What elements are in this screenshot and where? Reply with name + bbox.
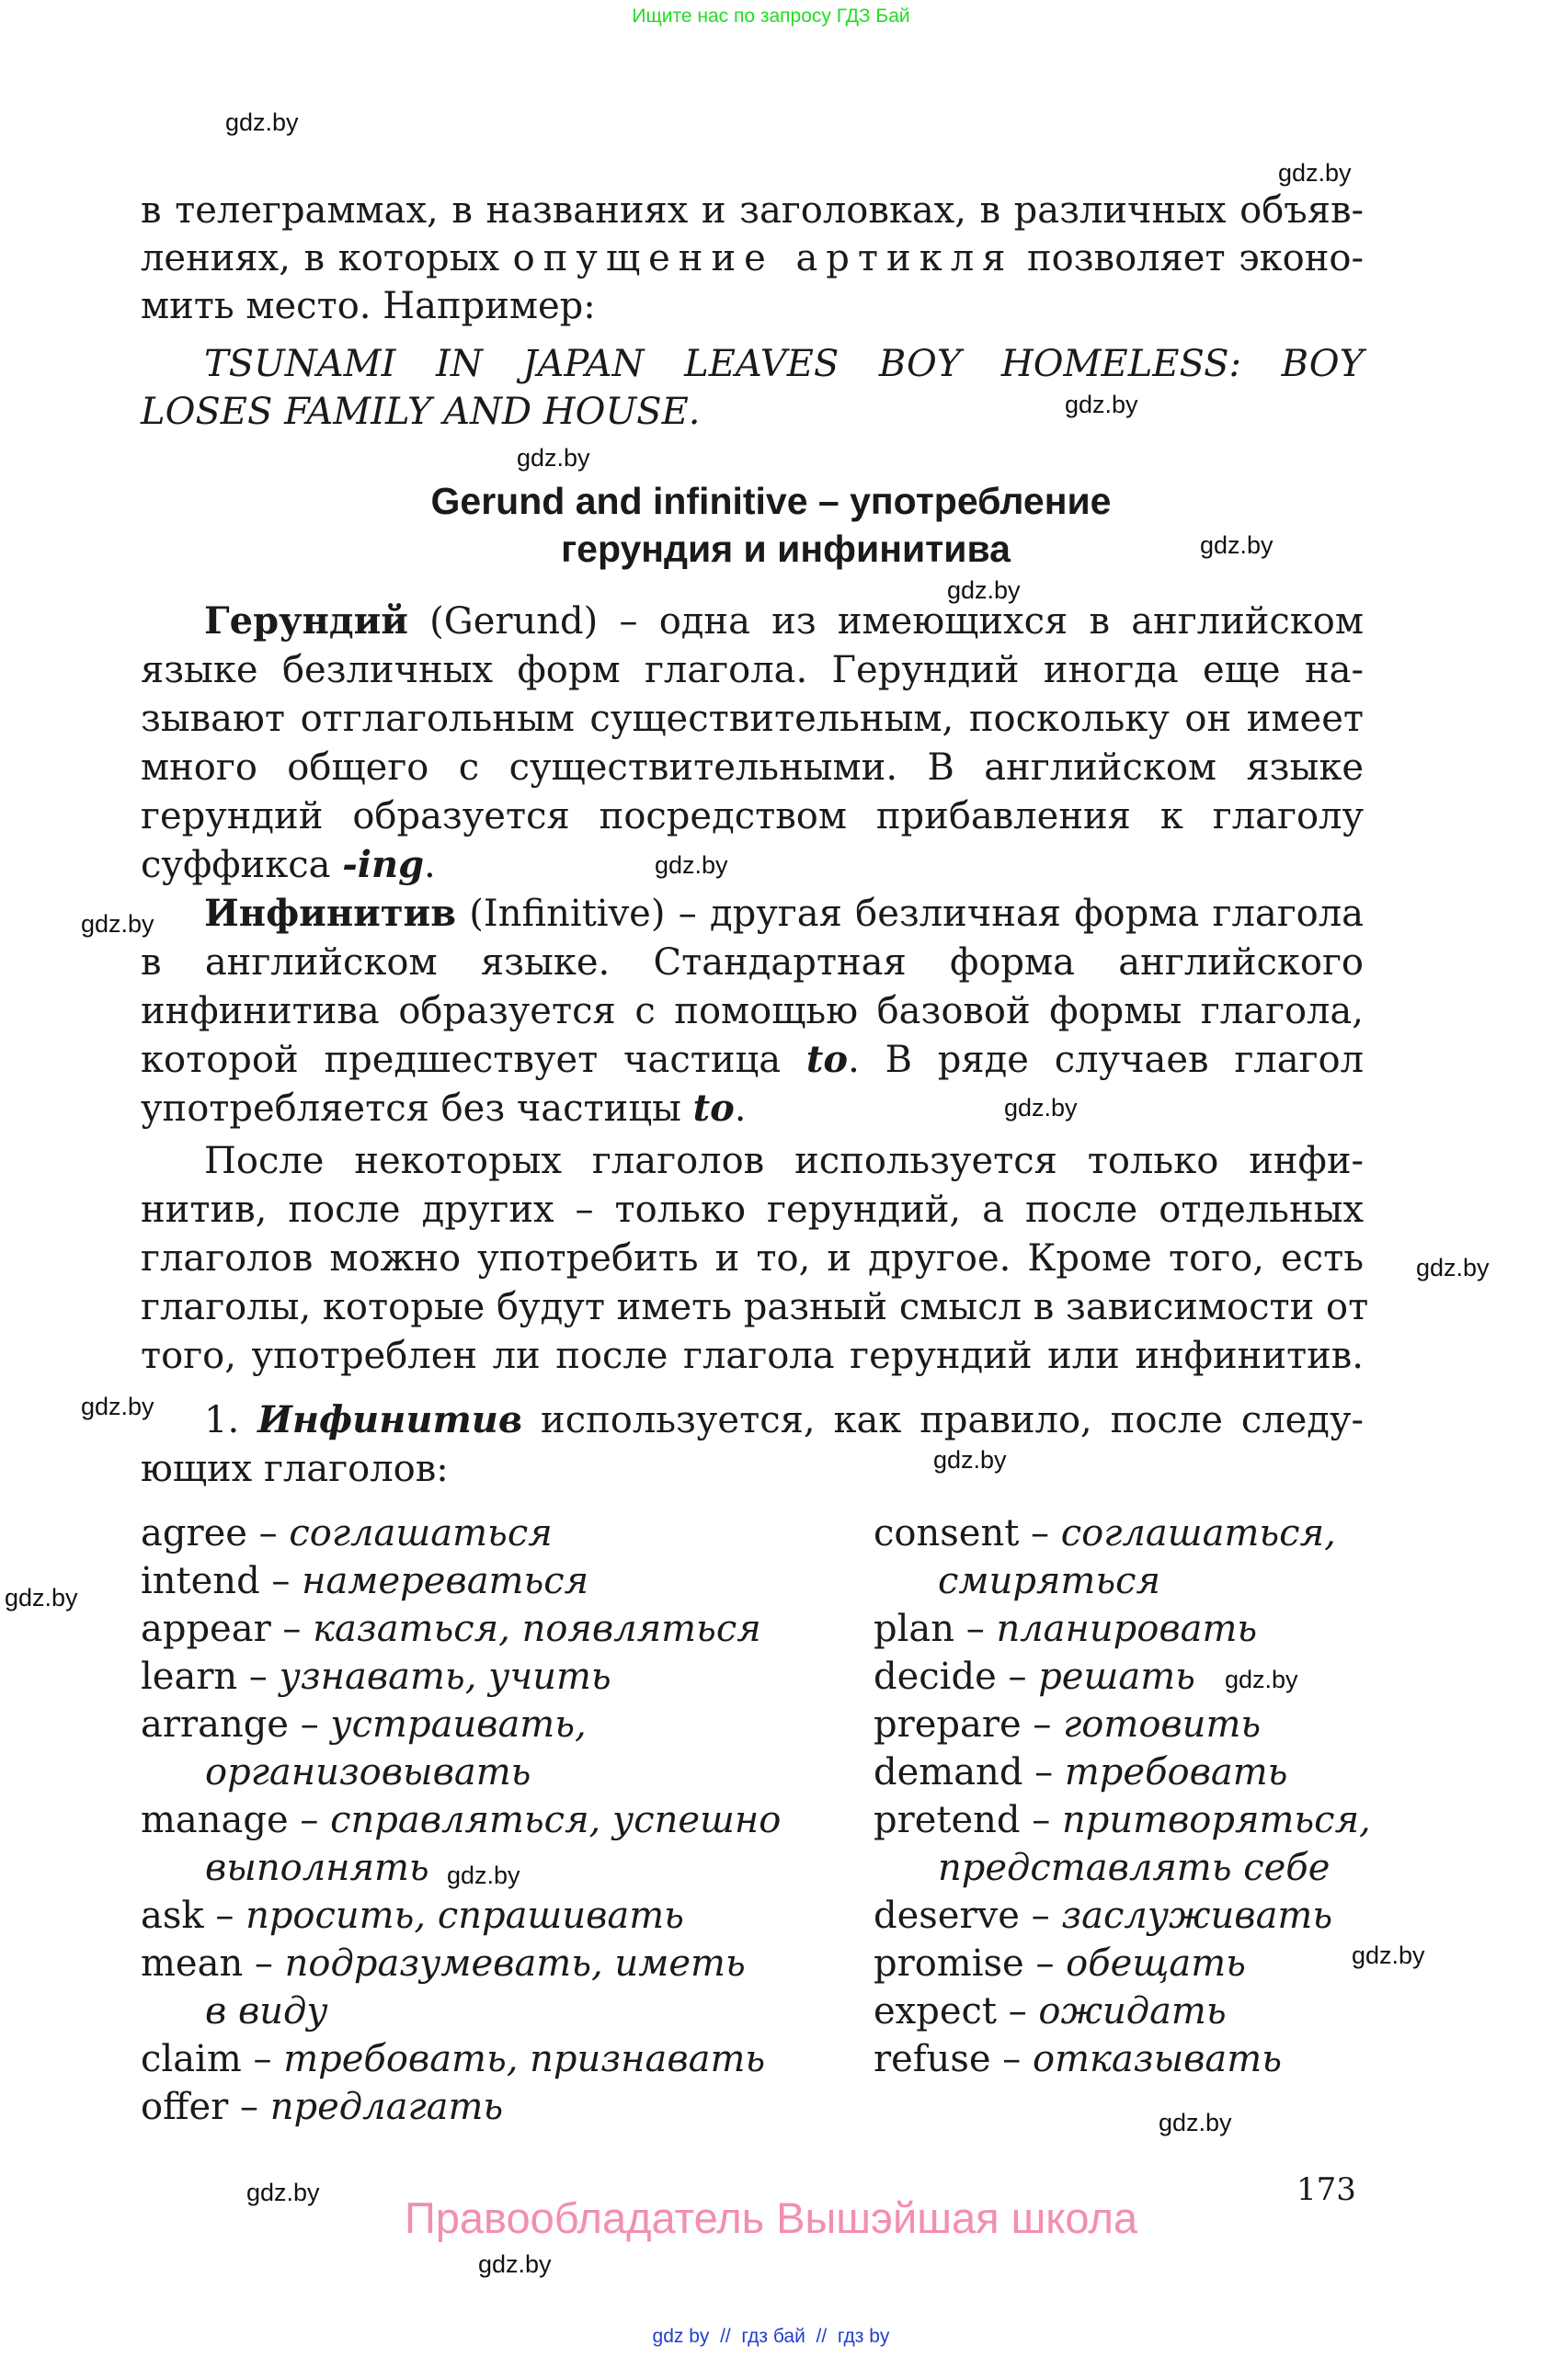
dash: – [1019, 1895, 1062, 1937]
paragraph-text: суффикса [141, 844, 343, 886]
term-gerund: Герундий [204, 599, 408, 643]
dash: – [288, 1799, 331, 1841]
dash: – [1020, 1799, 1062, 1841]
rule-1-line [204, 1396, 1364, 1444]
watermark: gdz.by [1200, 531, 1274, 559]
vocab-translation: подразумевать, иметь [284, 1942, 746, 1985]
dash: – [990, 2038, 1033, 2080]
infinitive-paragraph-line [141, 1036, 1364, 1084]
vocab-verb: appear [141, 1608, 271, 1650]
vocab-verb: learn [141, 1656, 238, 1698]
section-heading: Gerund and infinitive – употребление [430, 480, 1112, 522]
vocab-translation: соглашаться [289, 1512, 553, 1554]
vocab-verb: promise [874, 1942, 1024, 1985]
vocab-verb: refuse [874, 2038, 991, 2080]
usage-paragraph-line: того, употреблен ли после глагола герундий или инфинитив. [141, 1335, 1364, 1377]
watermark: gdz.by [447, 1862, 520, 1889]
infinitive-paragraph-line [204, 890, 1364, 938]
vocab-continuation: представлять себе [938, 1847, 1331, 1889]
watermark: gdz.by [933, 1446, 1007, 1474]
paragraph-text: которой предшествует частица [141, 1039, 806, 1081]
vocab-item [874, 1701, 1261, 1748]
particle-to: to [805, 1038, 849, 1081]
infinitive-paragraph-line: в английском языке. Стандартная форма английского [141, 941, 1364, 984]
dash: – [246, 1512, 290, 1554]
vocab-item [141, 1796, 781, 1844]
vocab-item [874, 1605, 1257, 1653]
example-headline: TSUNAMI IN JAPAN LEAVES BOY HOMELESS: BOY [204, 343, 1364, 385]
dash: – [243, 1942, 285, 1985]
watermark: gdz.by [1225, 1666, 1298, 1693]
gerund-paragraph-line [141, 841, 1364, 889]
vocab-continuation: в виду [205, 1990, 328, 2033]
dash: – [241, 2038, 284, 2080]
usage-paragraph-line: глаголов можно употребить и то, и другое. Кроме того, есть [141, 1237, 1364, 1280]
vocab-translation: узнавать, учить [279, 1656, 611, 1698]
vocab-translation: планировать [996, 1608, 1258, 1650]
vocab-translation: казаться, появляться [313, 1608, 761, 1650]
vocab-verb: agree [141, 1512, 247, 1554]
paragraph-text: . [734, 1088, 747, 1130]
vocab-item [141, 2083, 503, 2131]
paragraph-text: (Gerund) – одна из имеющихся в английском [407, 600, 1364, 643]
dash: – [203, 1895, 246, 1937]
gerund-paragraph-line: языке безличных форм глагола. Герундий иногда еще на- [141, 649, 1364, 691]
vocab-item [141, 1557, 588, 1605]
paragraph-text: . [424, 844, 436, 886]
watermark: gdz.by [1159, 2109, 1232, 2136]
dash: – [1022, 1751, 1065, 1794]
dash: – [1021, 1703, 1064, 1746]
vocab-translation: притворяться, [1061, 1799, 1371, 1841]
dash: – [270, 1608, 314, 1650]
vocab-item [874, 1509, 1336, 1557]
vocab-verb: consent [874, 1512, 1020, 1554]
vocab-verb: arrange [141, 1703, 289, 1746]
bottom-site-links[interactable]: gdz by // гдз бай // гдз by [652, 2326, 890, 2347]
vocab-verb: expect [874, 1990, 997, 2033]
vocab-verb: ask [141, 1895, 204, 1937]
rule-number: 1. [204, 1399, 258, 1441]
vocab-item [141, 1605, 761, 1653]
gerund-paragraph-line: герундий образуется посредством прибавления к глаголу [141, 795, 1364, 837]
vocab-translation: обещать [1066, 1942, 1246, 1985]
particle-to: to [692, 1087, 735, 1130]
term-infinitive-italic: Инфинитив [257, 1398, 523, 1441]
watermark: gdz.by [1065, 391, 1138, 418]
vocab-item [874, 1987, 1227, 2035]
gerund-paragraph-line: зывают отглагольным существительным, поскольку он имеет [141, 698, 1364, 740]
watermark: gdz.by [1416, 1254, 1490, 1281]
gerund-paragraph-line: много общего с существительными. В английском языке [141, 746, 1364, 789]
dash: – [1019, 1512, 1061, 1554]
vocab-translation: отказывать [1033, 2038, 1282, 2080]
watermark: gdz.by [517, 444, 590, 472]
vocab-item [874, 1892, 1332, 1940]
dash: – [228, 2086, 270, 2128]
vocab-verb: pretend [874, 1799, 1021, 1841]
vocab-verb: demand [874, 1751, 1023, 1794]
section-heading: герундия и инфинитива [561, 528, 1011, 570]
intro-line [141, 234, 1364, 282]
vocab-translation: просить, спрашивать [246, 1895, 684, 1937]
watermark: gdz.by [655, 851, 728, 879]
infinitive-paragraph-line: инфинитива образуется с помощью базовой формы глагола, [141, 990, 1364, 1032]
watermark: gdz.by [81, 1393, 154, 1420]
infinitive-paragraph-line [141, 1085, 1364, 1133]
paragraph-text: употребляется без частицы [141, 1088, 693, 1130]
vocab-continuation: смиряться [938, 1560, 1161, 1602]
intro-line: мить место. Например: [141, 285, 596, 327]
example-headline: LOSES FAMILY AND HOUSE. [141, 391, 701, 433]
paragraph-text: . В ряде случаев глагол [848, 1039, 1364, 1081]
usage-paragraph-line: глаголы, которые будут иметь разный смысл в зависимости от [141, 1286, 1369, 1328]
watermark: gdz.by [478, 2250, 552, 2278]
vocab-translation: соглашаться, [1060, 1512, 1336, 1554]
dash: – [954, 1608, 997, 1650]
vocab-verb: claim [141, 2038, 242, 2080]
dash: – [259, 1560, 303, 1602]
vocab-verb: mean [141, 1942, 244, 1985]
vocab-item [141, 2035, 765, 2083]
vocab-item [141, 1892, 684, 1940]
vocab-verb: deserve [874, 1895, 1020, 1937]
vocab-translation: намереваться [302, 1560, 589, 1602]
vocab-translation: заслуживать [1061, 1895, 1333, 1937]
vocab-verb: manage [141, 1799, 289, 1841]
vocab-verb: prepare [874, 1703, 1022, 1746]
vocab-translation: справляться, успешно [330, 1799, 782, 1841]
dash: – [288, 1703, 331, 1746]
vocab-translation: решать [1038, 1656, 1195, 1698]
vocab-verb: plan [874, 1608, 955, 1650]
watermark: gdz.by [81, 910, 154, 938]
vocab-item [874, 1940, 1246, 1987]
vocab-verb: decide [874, 1656, 997, 1698]
intro-text: лениях, в которых [141, 237, 513, 279]
vocab-item [141, 1940, 746, 1987]
watermark: gdz.by [1004, 1094, 1078, 1122]
paragraph-text: (Infinitive) – другая безличная форма глагола [456, 893, 1364, 935]
vocab-item [141, 1701, 587, 1748]
vocab-continuation: организовывать [205, 1751, 531, 1794]
term-infinitive: Инфинитив [204, 892, 457, 935]
vocab-translation: устраивать, [330, 1703, 587, 1746]
vocab-item [874, 2035, 1282, 2083]
watermark: gdz.by [1352, 1942, 1425, 1969]
intro-text: позволяет эконо- [1013, 237, 1364, 279]
watermark: gdz.by [246, 2179, 320, 2206]
usage-paragraph-line: После некоторых глаголов используется только инфи- [204, 1140, 1364, 1182]
top-search-banner: Ищите нас по запросу ГДЗ Бай [632, 6, 910, 27]
gerund-paragraph-line [204, 598, 1364, 645]
watermark: gdz.by [5, 1584, 78, 1611]
vocab-item [141, 1509, 553, 1557]
vocab-continuation: выполнять [205, 1847, 429, 1889]
watermark: gdz.by [1278, 159, 1352, 187]
rule-1-line: ющих глаголов: [141, 1448, 449, 1490]
dash: – [996, 1656, 1039, 1698]
vocab-verb: offer [141, 2086, 229, 2128]
vocab-translation: требовать, признавать [283, 2038, 766, 2080]
vocab-item [874, 1748, 1287, 1796]
vocab-item [141, 1653, 611, 1701]
dash: – [996, 1990, 1039, 2033]
rights-holder-notice: Правообладатель Вышэйшая школа [404, 2193, 1138, 2242]
vocab-item [874, 1796, 1371, 1844]
vocab-translation: ожидать [1038, 1990, 1227, 2033]
emphasized-text: опущение артикля [512, 237, 1014, 279]
suffix-ing: -ing [342, 843, 425, 886]
watermark: gdz.by [225, 108, 299, 136]
watermark: gdz.by [947, 576, 1021, 604]
intro-line: в телеграммах, в названиях и заголовках, в различных объяв- [141, 189, 1364, 232]
paragraph-text: используется, как правило, после следу- [522, 1399, 1364, 1441]
page-number: 173 [1296, 2171, 1356, 2208]
vocab-item [874, 1653, 1195, 1701]
vocab-translation: готовить [1063, 1703, 1262, 1746]
dash: – [1023, 1942, 1067, 1985]
vocab-verb: intend [141, 1560, 260, 1602]
dash: – [237, 1656, 280, 1698]
vocab-translation: предлагать [269, 2086, 504, 2128]
usage-paragraph-line: нитив, после других – только герундий, а после отдельных [141, 1189, 1364, 1231]
vocab-translation: требовать [1064, 1751, 1288, 1794]
